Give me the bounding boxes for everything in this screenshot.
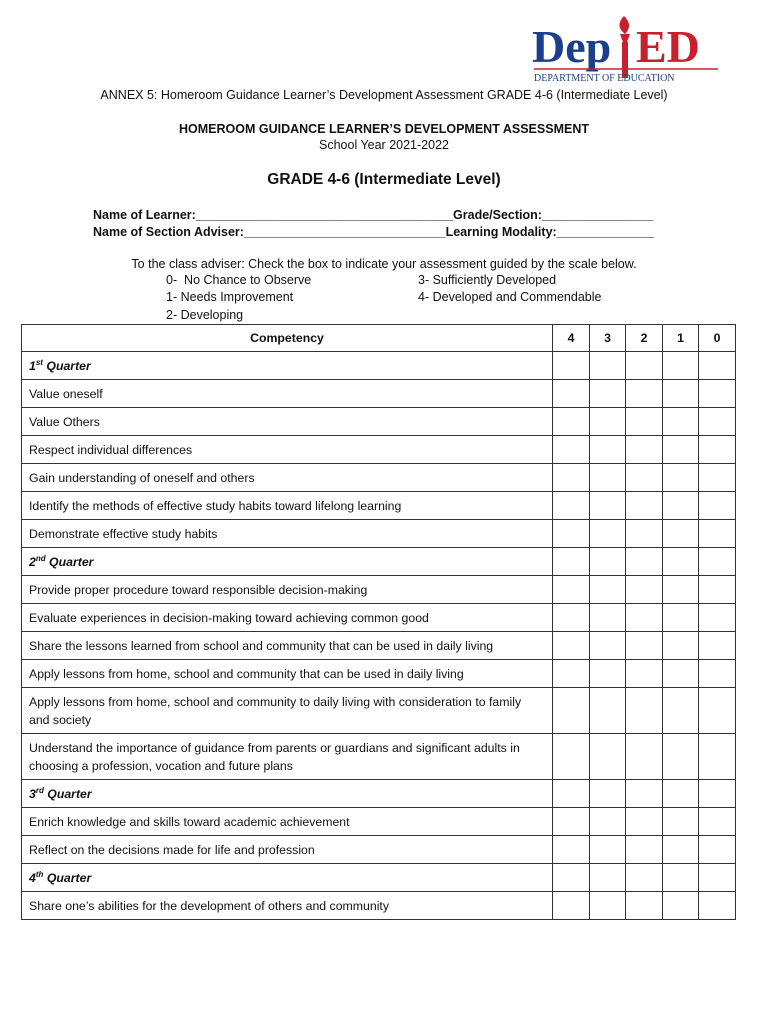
scale-item-3: 3- Sufficiently Developed <box>418 273 557 287</box>
rating-box[interactable] <box>553 604 590 632</box>
col-header-1: 1 <box>663 325 699 352</box>
competency-text: Apply lessons from home, school and community to daily living with consideration to family and society <box>22 688 553 734</box>
deped-logo-graphic <box>528 12 724 86</box>
rating-box[interactable] <box>626 808 663 836</box>
rating-box[interactable] <box>663 660 699 688</box>
rating-box[interactable] <box>553 548 590 576</box>
rating-box[interactable] <box>699 492 736 520</box>
rating-box[interactable] <box>553 492 590 520</box>
instruction-text: To the class adviser: Check the box to indicate your assessment guided by the scale below. <box>131 257 637 271</box>
competency-text: Respect individual differences <box>22 436 553 464</box>
table-row <box>22 688 736 734</box>
rating-box[interactable] <box>626 492 663 520</box>
competency-text: Value Others <box>22 408 553 436</box>
competency-header: Competency <box>22 325 553 352</box>
rating-box[interactable] <box>553 576 590 604</box>
table-row <box>22 576 736 604</box>
rating-box[interactable] <box>699 408 736 436</box>
rating-box[interactable] <box>699 688 736 734</box>
rating-box[interactable] <box>553 864 590 892</box>
rating-box[interactable] <box>663 464 699 492</box>
rating-box[interactable] <box>699 892 736 920</box>
rating-box[interactable] <box>626 688 663 734</box>
rating-box[interactable] <box>590 734 626 780</box>
rating-box[interactable] <box>590 352 626 380</box>
rating-box[interactable] <box>663 380 699 408</box>
rating-box[interactable] <box>553 688 590 734</box>
table-row <box>22 734 736 780</box>
rating-box[interactable] <box>663 492 699 520</box>
quarter-label: 2nd Quarter <box>22 548 553 576</box>
rating-box[interactable] <box>590 780 626 808</box>
competency-text: Provide proper procedure toward responsible decision-making <box>22 576 553 604</box>
rating-box[interactable] <box>663 688 699 734</box>
rating-box[interactable] <box>590 380 626 408</box>
rating-box[interactable] <box>553 408 590 436</box>
rating-box[interactable] <box>590 892 626 920</box>
rating-box[interactable] <box>553 520 590 548</box>
rating-box[interactable] <box>699 808 736 836</box>
quarter-row-3 <box>22 780 736 808</box>
competency-text: Gain understanding of oneself and others <box>22 464 553 492</box>
competency-text: Identify the methods of effective study habits toward lifelong learning <box>22 492 553 520</box>
table-row <box>22 436 736 464</box>
rating-box[interactable] <box>553 464 590 492</box>
rating-box[interactable] <box>626 408 663 436</box>
rating-box[interactable] <box>590 660 626 688</box>
rating-box[interactable] <box>626 660 663 688</box>
rating-box[interactable] <box>663 548 699 576</box>
table-row <box>22 808 736 836</box>
competency-text: Reflect on the decisions made for life and profession <box>22 836 553 864</box>
rating-box[interactable] <box>626 892 663 920</box>
rating-box[interactable] <box>663 408 699 436</box>
rating-box[interactable] <box>626 864 663 892</box>
rating-box[interactable] <box>699 780 736 808</box>
rating-box[interactable] <box>590 464 626 492</box>
rating-box[interactable] <box>663 576 699 604</box>
rating-box[interactable] <box>590 604 626 632</box>
rating-box[interactable] <box>553 352 590 380</box>
rating-box[interactable] <box>699 864 736 892</box>
rating-box[interactable] <box>553 632 590 660</box>
competency-text: Evaluate experiences in decision-making toward achieving common good <box>22 604 553 632</box>
school-year: School Year 2021-2022 <box>319 138 449 152</box>
quarter-row-1 <box>22 352 736 380</box>
rating-box[interactable] <box>663 520 699 548</box>
rating-box[interactable] <box>699 380 736 408</box>
document-title: HOMEROOM GUIDANCE LEARNER’S DEVELOPMENT ASSESSMENT <box>179 122 589 136</box>
rating-box[interactable] <box>553 380 590 408</box>
rating-box[interactable] <box>626 780 663 808</box>
rating-box[interactable] <box>699 660 736 688</box>
col-header-4: 4 <box>553 325 590 352</box>
table-row <box>22 632 736 660</box>
table-row <box>22 408 736 436</box>
quarter-label: 3rd Quarter <box>22 780 553 808</box>
rating-box[interactable] <box>626 576 663 604</box>
rating-box[interactable] <box>699 632 736 660</box>
scale-item-0: 0- No Chance to Observe <box>166 273 312 287</box>
table-row <box>22 380 736 408</box>
rating-box[interactable] <box>699 436 736 464</box>
competency-text: Demonstrate effective study habits <box>22 520 553 548</box>
rating-box[interactable] <box>553 734 590 780</box>
competency-text: Enrich knowledge and skills toward academic achievement <box>22 808 553 836</box>
col-header-0: 0 <box>699 325 736 352</box>
competency-text: Understand the importance of guidance from parents or guardians and significant adults in choosing a profession, vocation and future plans <box>22 734 553 780</box>
quarter-label: 1st Quarter <box>22 352 553 380</box>
rating-box[interactable] <box>626 632 663 660</box>
rating-box[interactable] <box>590 864 626 892</box>
rating-box[interactable] <box>663 808 699 836</box>
annex-heading: ANNEX 5: Homeroom Guidance Learner’s Development Assessment GRADE 4-6 (Intermediate Level) <box>100 88 668 102</box>
deped-logo <box>528 12 724 86</box>
table-row <box>22 604 736 632</box>
adviser-modality-field[interactable]: Name of Section Adviser:_____________________________Learning Modality:______________ <box>93 225 655 239</box>
scale-item-4: 4- Developed and Commendable <box>418 290 602 304</box>
rating-box[interactable] <box>553 808 590 836</box>
logo-ed-text: ED <box>636 21 700 72</box>
rating-box[interactable] <box>626 734 663 780</box>
table-row <box>22 660 736 688</box>
rating-box[interactable] <box>590 576 626 604</box>
rating-box[interactable] <box>553 892 590 920</box>
competency-text: Share one’s abilities for the development of others and community <box>22 892 553 920</box>
rating-box[interactable] <box>626 380 663 408</box>
torch-bowl-icon <box>620 34 630 42</box>
torch-flame-icon <box>619 16 629 34</box>
table-row <box>22 892 736 920</box>
rating-box[interactable] <box>663 780 699 808</box>
rating-box[interactable] <box>590 632 626 660</box>
rating-box[interactable] <box>699 464 736 492</box>
rating-box[interactable] <box>626 604 663 632</box>
rating-box[interactable] <box>626 464 663 492</box>
rating-box[interactable] <box>699 520 736 548</box>
rating-box[interactable] <box>626 520 663 548</box>
scale-item-2: 2- Developing <box>166 308 244 322</box>
rating-box[interactable] <box>663 436 699 464</box>
rating-box[interactable] <box>590 492 626 520</box>
competency-text: Apply lessons from home, school and community that can be used in daily living <box>22 660 553 688</box>
quarter-label: 4th Quarter <box>22 864 553 892</box>
rating-box[interactable] <box>699 604 736 632</box>
competency-table <box>21 324 736 920</box>
rating-box[interactable] <box>590 808 626 836</box>
rating-box[interactable] <box>626 352 663 380</box>
table-row <box>22 520 736 548</box>
quarter-row-2 <box>22 548 736 576</box>
quarter-row-4 <box>22 864 736 892</box>
rating-box[interactable] <box>699 548 736 576</box>
scale-item-1: 1- Needs Improvement <box>166 290 294 304</box>
rating-box[interactable] <box>590 836 626 864</box>
rating-box[interactable] <box>590 436 626 464</box>
competency-text: Share the lessons learned from school and community that can be used in daily living <box>22 632 553 660</box>
rating-box[interactable] <box>626 548 663 576</box>
rating-box[interactable] <box>553 660 590 688</box>
table-row <box>22 492 736 520</box>
rating-box[interactable] <box>699 352 736 380</box>
logo-subtitle: DEPARTMENT OF EDUCATION <box>534 73 675 84</box>
rating-box[interactable] <box>590 520 626 548</box>
table-row <box>22 836 736 864</box>
table-row <box>22 464 736 492</box>
rating-box[interactable] <box>663 734 699 780</box>
rating-box[interactable] <box>699 576 736 604</box>
rating-box[interactable] <box>553 836 590 864</box>
col-header-2: 2 <box>626 325 663 352</box>
competency-text: Value oneself <box>22 380 553 408</box>
rating-box[interactable] <box>553 780 590 808</box>
rating-box[interactable] <box>590 548 626 576</box>
grade-title: GRADE 4-6 (Intermediate Level) <box>267 171 501 188</box>
rating-box[interactable] <box>663 892 699 920</box>
col-header-3: 3 <box>590 325 626 352</box>
rating-box[interactable] <box>553 436 590 464</box>
rating-box[interactable] <box>626 436 663 464</box>
rating-box[interactable] <box>699 836 736 864</box>
rating-box[interactable] <box>663 352 699 380</box>
rating-box[interactable] <box>590 408 626 436</box>
rating-box[interactable] <box>663 864 699 892</box>
rating-box[interactable] <box>590 688 626 734</box>
table-header-row <box>22 325 736 352</box>
rating-box[interactable] <box>663 604 699 632</box>
rating-box[interactable] <box>663 836 699 864</box>
rating-box[interactable] <box>663 632 699 660</box>
rating-box[interactable] <box>699 734 736 780</box>
logo-dep-text: Dep <box>532 21 612 72</box>
learner-grade-field[interactable]: Name of Learner:_____________________________________Grade/Section:________________ <box>93 208 654 222</box>
rating-box[interactable] <box>626 836 663 864</box>
